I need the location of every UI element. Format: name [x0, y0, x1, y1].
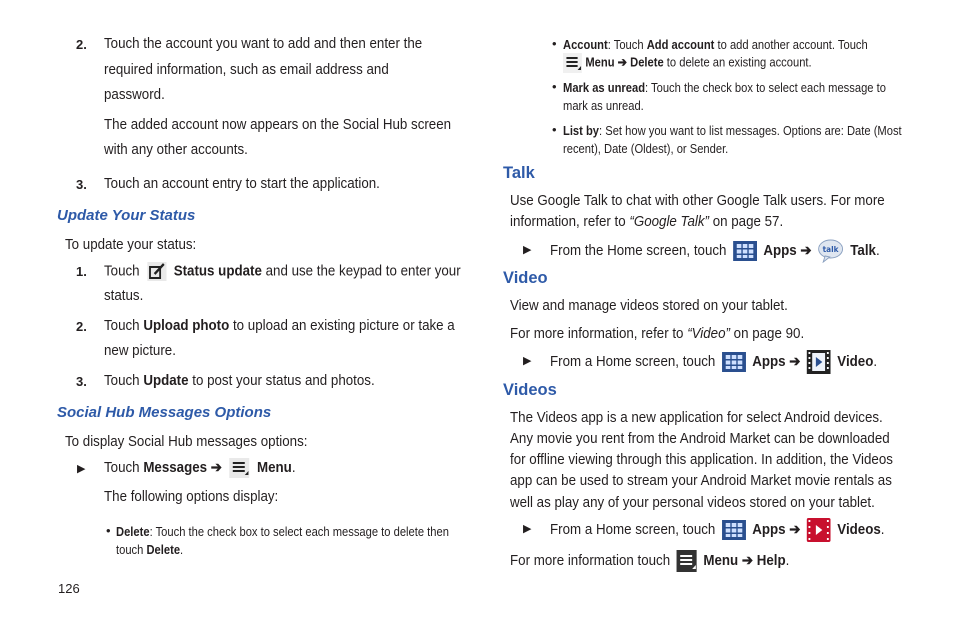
step-number: 2.: [76, 319, 87, 334]
step-marker-icon: ▶: [77, 463, 86, 475]
option-mark-unread: Mark as unread: Touch the check box to select each message to: [563, 80, 886, 95]
step-marker-icon: ▶: [523, 355, 532, 367]
section-heading-update-status: Update Your Status: [57, 207, 196, 224]
bullet: •: [552, 36, 557, 51]
bullet: •: [552, 79, 557, 94]
step-number: 3.: [76, 374, 87, 389]
status-update-icon: [147, 262, 166, 281]
section-heading-talk: Talk: [503, 164, 535, 182]
page-number: 126: [58, 581, 80, 596]
option-account: Account: Touch Add account to add another account. Touch: [563, 37, 868, 52]
step-marker-icon: ▶: [523, 244, 532, 256]
step-text: From a Home screen, touch Apps ➔ Video.: [550, 350, 877, 374]
step-text: Touch Status update and use the keypad to enter your: [104, 263, 461, 280]
paragraph: To display Social Hub messages options:: [65, 434, 308, 450]
option-account: Menu ➔ Delete to delete an existing account.: [563, 53, 812, 73]
menu-icon: [563, 53, 582, 73]
section-heading-messages-options: Social Hub Messages Options: [57, 404, 272, 421]
apps-icon: [722, 352, 746, 372]
paragraph-line: Any movie you rent from the Android Market can be downloaded: [510, 431, 890, 447]
step-text: Touch Messages ➔ Menu.: [104, 458, 296, 478]
bullet: •: [106, 523, 111, 538]
paragraph-line: app can be used to stream your Android Market movie rentals as: [510, 473, 892, 489]
svg-text:talk: talk: [822, 244, 839, 255]
step-text: Touch the account you want to add and then enter the: [104, 36, 423, 52]
step-text: Touch Update to post your status and photos.: [104, 373, 375, 389]
step-marker-icon: ▶: [523, 523, 532, 535]
paragraph-line: well as play any of your personal videos stored on your tablet.: [510, 495, 875, 511]
paragraph: The added account now appears on the Social Hub screen: [104, 117, 452, 133]
step-text: new picture.: [104, 343, 176, 359]
option-list-by: recent), Date (Oldest), or Sender.: [563, 141, 729, 156]
step-text: password.: [104, 87, 165, 103]
menu-icon: [677, 550, 697, 572]
paragraph: The following options display:: [104, 489, 279, 505]
paragraph: To update your status:: [65, 237, 197, 253]
apps-icon: [733, 241, 757, 261]
menu-icon: [229, 458, 249, 478]
step-number: 1.: [76, 264, 87, 279]
video-player-icon: [807, 350, 831, 374]
step-text: Touch an account entry to start the application.: [104, 176, 380, 192]
step-number: 3.: [76, 177, 87, 192]
paragraph-line: for offline viewing through this application. In addition, the Videos: [510, 452, 893, 468]
talk-icon: [818, 239, 844, 263]
bullet: •: [552, 122, 557, 137]
step-text: required information, such as email address and: [104, 62, 389, 78]
step-text: From a Home screen, touch Apps ➔ Videos.: [550, 518, 885, 542]
paragraph: Use Google Talk to chat with other Google Talk users. For more: [510, 193, 885, 209]
paragraph-line: The Videos app is a new application for select Android devices.: [510, 410, 883, 426]
paragraph: View and manage videos stored on your tablet.: [510, 298, 788, 314]
step-text: From the Home screen, touch Apps ➔ talk Talk.: [550, 239, 880, 263]
section-heading-videos: Videos: [503, 381, 557, 399]
option-delete: touch Delete.: [116, 542, 184, 557]
option-delete: Delete: Touch the check box to select each message to delete then: [116, 524, 449, 539]
section-heading-video: Video: [503, 269, 548, 287]
step-number: 2.: [76, 37, 87, 52]
step-text: status.: [104, 288, 144, 304]
paragraph: with any other accounts.: [104, 142, 248, 158]
option-mark-unread: mark as unread.: [563, 98, 644, 113]
paragraph: For more information touch Menu ➔ Help.: [510, 550, 789, 572]
paragraph: information, refer to “Google Talk” on page 57.: [510, 214, 784, 230]
step-text: Touch Upload photo to upload an existing picture or take a: [104, 318, 455, 334]
apps-icon: [722, 520, 746, 540]
paragraph: For more information, refer to “Video” on page 90.: [510, 326, 805, 342]
option-list-by: List by: Set how you want to list messages. Options are: Date (Most: [563, 123, 902, 138]
videos-app-icon: [807, 518, 831, 542]
